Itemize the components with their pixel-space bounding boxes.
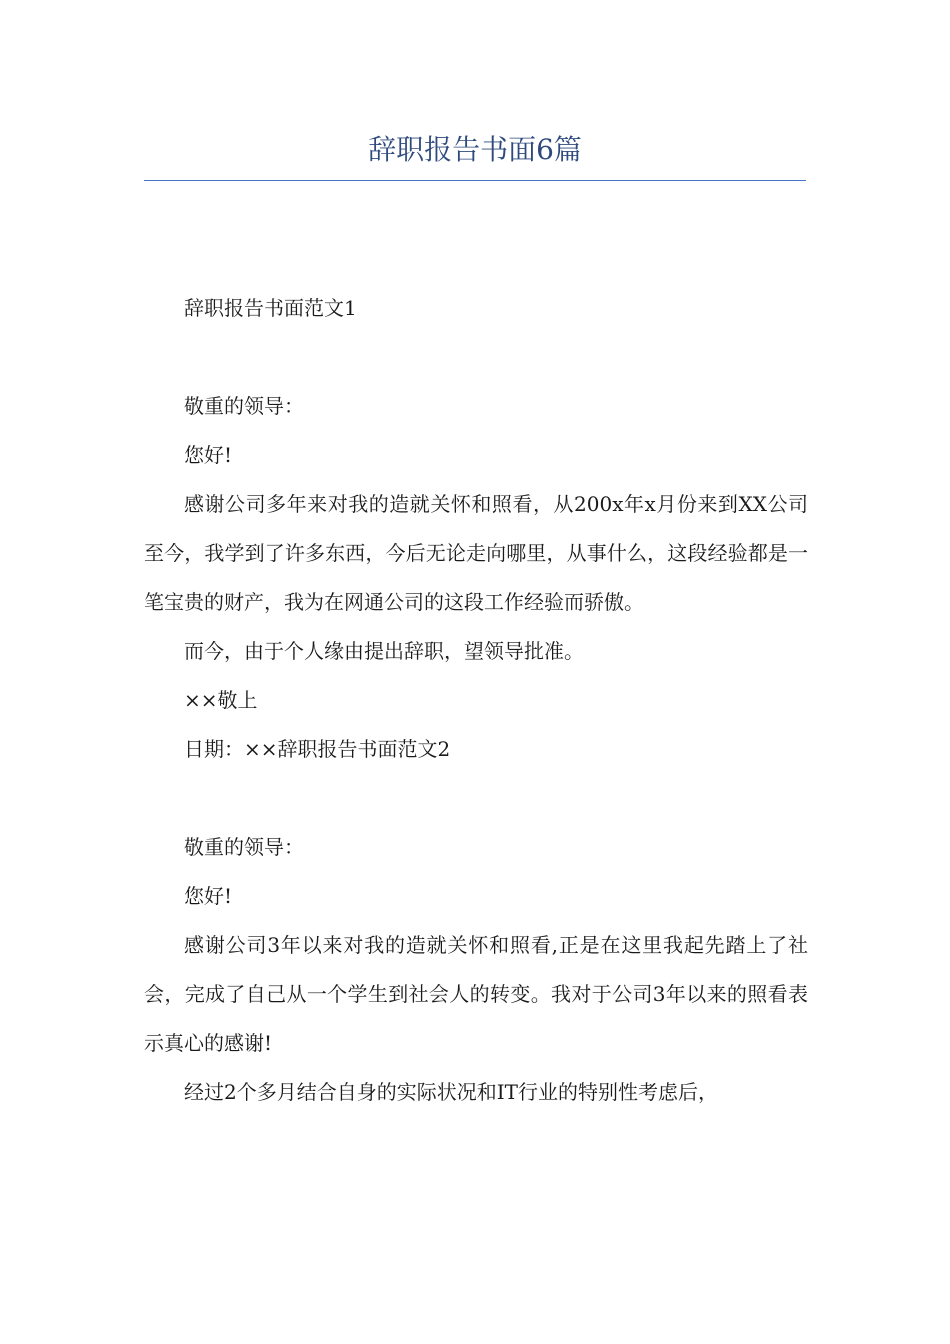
salutation: 敬重的领导： <box>184 835 304 859</box>
body-paragraph: 而今，由于个人缘由提出辞职，望领导批准。 <box>184 639 584 663</box>
date-line: 日期：××辞职报告书面范文2 <box>184 737 451 761</box>
spacer <box>144 333 808 382</box>
signature: ××敬上 <box>184 688 258 712</box>
document-body <box>144 284 808 1117</box>
greeting: 您好! <box>184 443 233 467</box>
salutation: 敬重的领导： <box>184 394 304 418</box>
greeting: 您好! <box>184 884 233 908</box>
spacer <box>144 774 808 823</box>
body-paragraph: 感谢公司3年以来对我的造就关怀和照看,正是在这里我起先踏上了社会，完成了自己从一个学生到社会人的转变。我对于公司3年以来的照看表示真心的感谢! <box>144 933 808 1055</box>
body-paragraph: 经过2个多月结合自身的实际状况和IT行业的特别性考虑后， <box>184 1080 718 1104</box>
body-paragraph: 感谢公司多年来对我的造就关怀和照看，从200x年x月份来到XX公司至今，我学到了许多东西，今后无论走向哪里，从事什么，这段经验都是一笔宝贵的财产，我为在网通公司的这段工作经验而骄傲。 <box>144 492 808 614</box>
section-heading: 辞职报告书面范文1 <box>184 296 357 320</box>
title-underline <box>144 180 806 181</box>
document-title: 辞职报告书面6篇 <box>368 133 582 166</box>
